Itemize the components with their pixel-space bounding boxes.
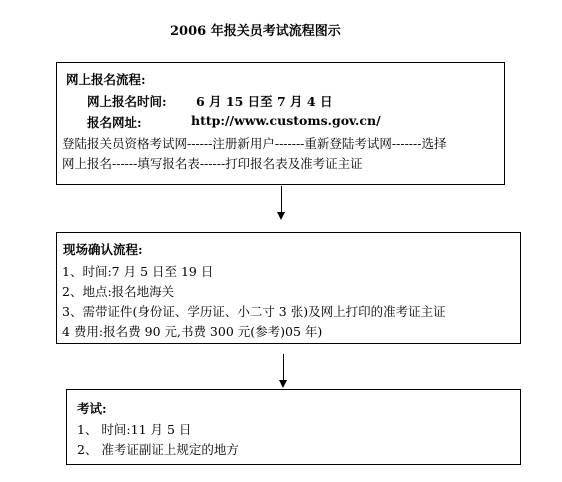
online-registration-heading: 网上报名流程:: [66, 72, 146, 87]
list-item: 1、时间:7 月 5 日至 19 日: [62, 264, 214, 279]
registration-site-url: http://www.customs.gov.cn/: [191, 113, 381, 128]
arrow-head-icon: [277, 212, 285, 220]
list-item: 4 费用:报名费 90 元,书费 300 元(参考)05 年): [62, 324, 323, 339]
list-item: 2、 准考证副证上规定的地方: [77, 442, 239, 457]
exam-box: [66, 389, 521, 465]
registration-time-value: 6 月 15 日至 7 月 4 日: [196, 94, 333, 109]
exam-heading: 考试:: [77, 401, 107, 416]
registration-site-label: 报名网址:: [87, 115, 142, 130]
registration-time-label: 网上报名时间:: [87, 94, 167, 109]
list-item: 2、地点:报名地海关: [62, 284, 175, 299]
arrow-head-icon: [279, 380, 287, 388]
online-registration-box: [56, 62, 505, 185]
onsite-confirmation-box: [56, 232, 521, 344]
list-item: 3、需带证件(身份证、学历证、小二寸 3 张)及网上打印的准考证主证: [62, 304, 446, 319]
registration-flow-line-2: 网上报名------填写报名表------打印报名表及准考证主证: [62, 156, 363, 171]
diagram-title: 2006 年报关员考试流程图示: [170, 24, 341, 39]
registration-flow-line-1: 登陆报关员资格考试网------注册新用户-------重新登陆考试网-------选择: [62, 136, 447, 151]
list-item: 1、 时间:11 月 5 日: [77, 422, 192, 437]
onsite-confirmation-heading: 现场确认流程:: [63, 242, 143, 257]
